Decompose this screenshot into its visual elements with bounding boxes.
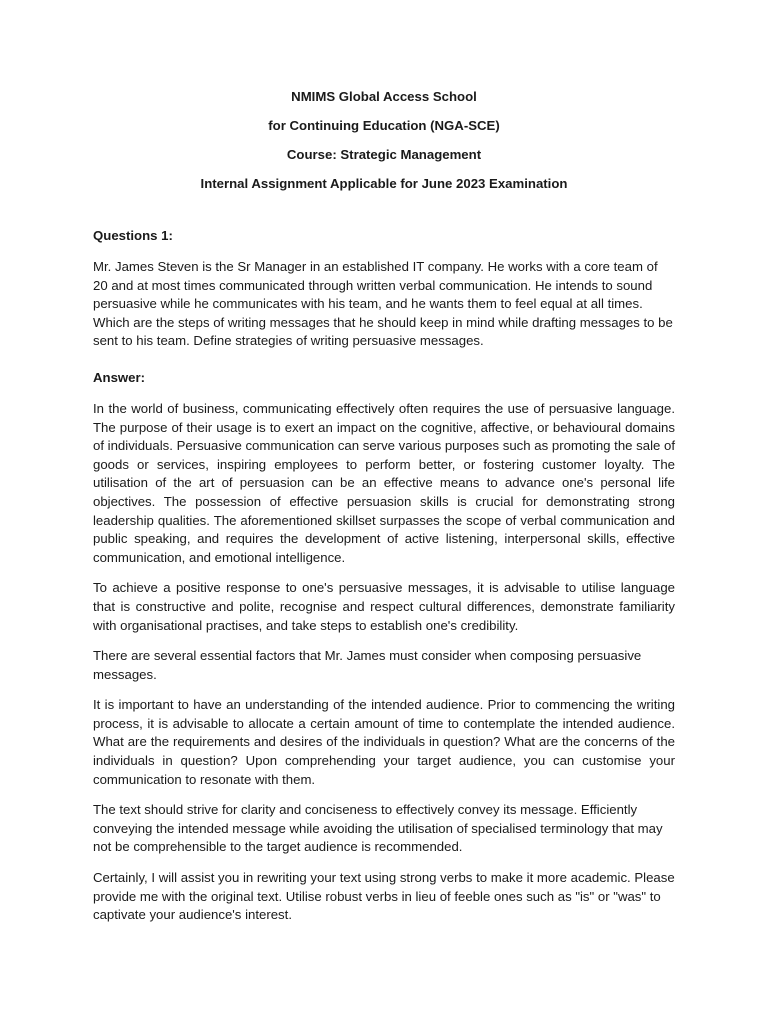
question-label: Questions 1: [93,228,173,243]
answer-paragraph-1: In the world of business, communicating effectively often requires the use of persuasive language. The purpose of their usage is to exert an impact on the cognitive, affective, or behavioural domains of individuals. Persuasive communication can serve various purposes such as promoting the sale of goods or services, inspiring employees to perform better, or fostering customer loyalty. The utilisation of the art of persuasion can be an effective means to advance one's personal life objectives. The possession of effective persuasion skills is crucial for demonstrating strong leadership qualities. The aforementioned skillset surpasses the scope of verbal communication and public speaking, and requires the development of active listening, interpersonal skills, effective communication, and emotional intelligence. [93,400,676,565]
document-header [93,88,675,193]
answer-paragraph-2: To achieve a positive response to one's persuasive messages, it is advisable to utilise language that is constructive and polite, recognise and respect cultural differences, demonstrate familiarity with organisational practises, and take steps to establish one's credibility. [93,580,675,633]
answer-paragraph-5: The text should strive for clarity and conciseness to effectively convey its message. Efficiently conveying the intended message while avoiding the utilisation of specialised terminology that may not be comprehensible to the target audience is recommended. [93,802,663,855]
answer-paragraph-4: It is important to have an understanding of the intended audience. Prior to commencing the writing process, it is advisable to allocate a certain amount of time to contemplate the intended audience. What are the requirements and desires of the individuals in question? What are the concerns of the individuals in question? Upon comprehending your target audience, you can customise your communication to resonate with them. [93,697,675,787]
question-text: Mr. James Steven is the Sr Manager in an established IT company. He works with a core team of 20 and at most times communicated through written verbal communication. He intends to sound persuasive while he communicates with his team, and he wants them to feel equal at all times. Which are the steps of writing messages that he should keep in mind while drafting messages to be sent to his team. Define strategies of writing persuasive messages. [93,259,673,349]
school-name: NMIMS Global Access School [291,89,477,104]
school-subtitle: for Continuing Education (NGA-SCE) [268,118,500,133]
assignment-title: Internal Assignment Applicable for June 2023 Examination [200,176,568,191]
answer-paragraph-6: Certainly, I will assist you in rewriting your text using strong verbs to make it more academic. Please provide me with the original text. Utilise robust verbs in lieu of feeble ones such as "is" or "was" to captivate your audience's interest. [93,870,675,923]
course-title: Course: Strategic Management [286,147,482,162]
answer-paragraph-3: There are several essential factors that Mr. James must consider when composing persuasive messages. [93,648,642,682]
answer-label: Answer: [93,369,146,385]
